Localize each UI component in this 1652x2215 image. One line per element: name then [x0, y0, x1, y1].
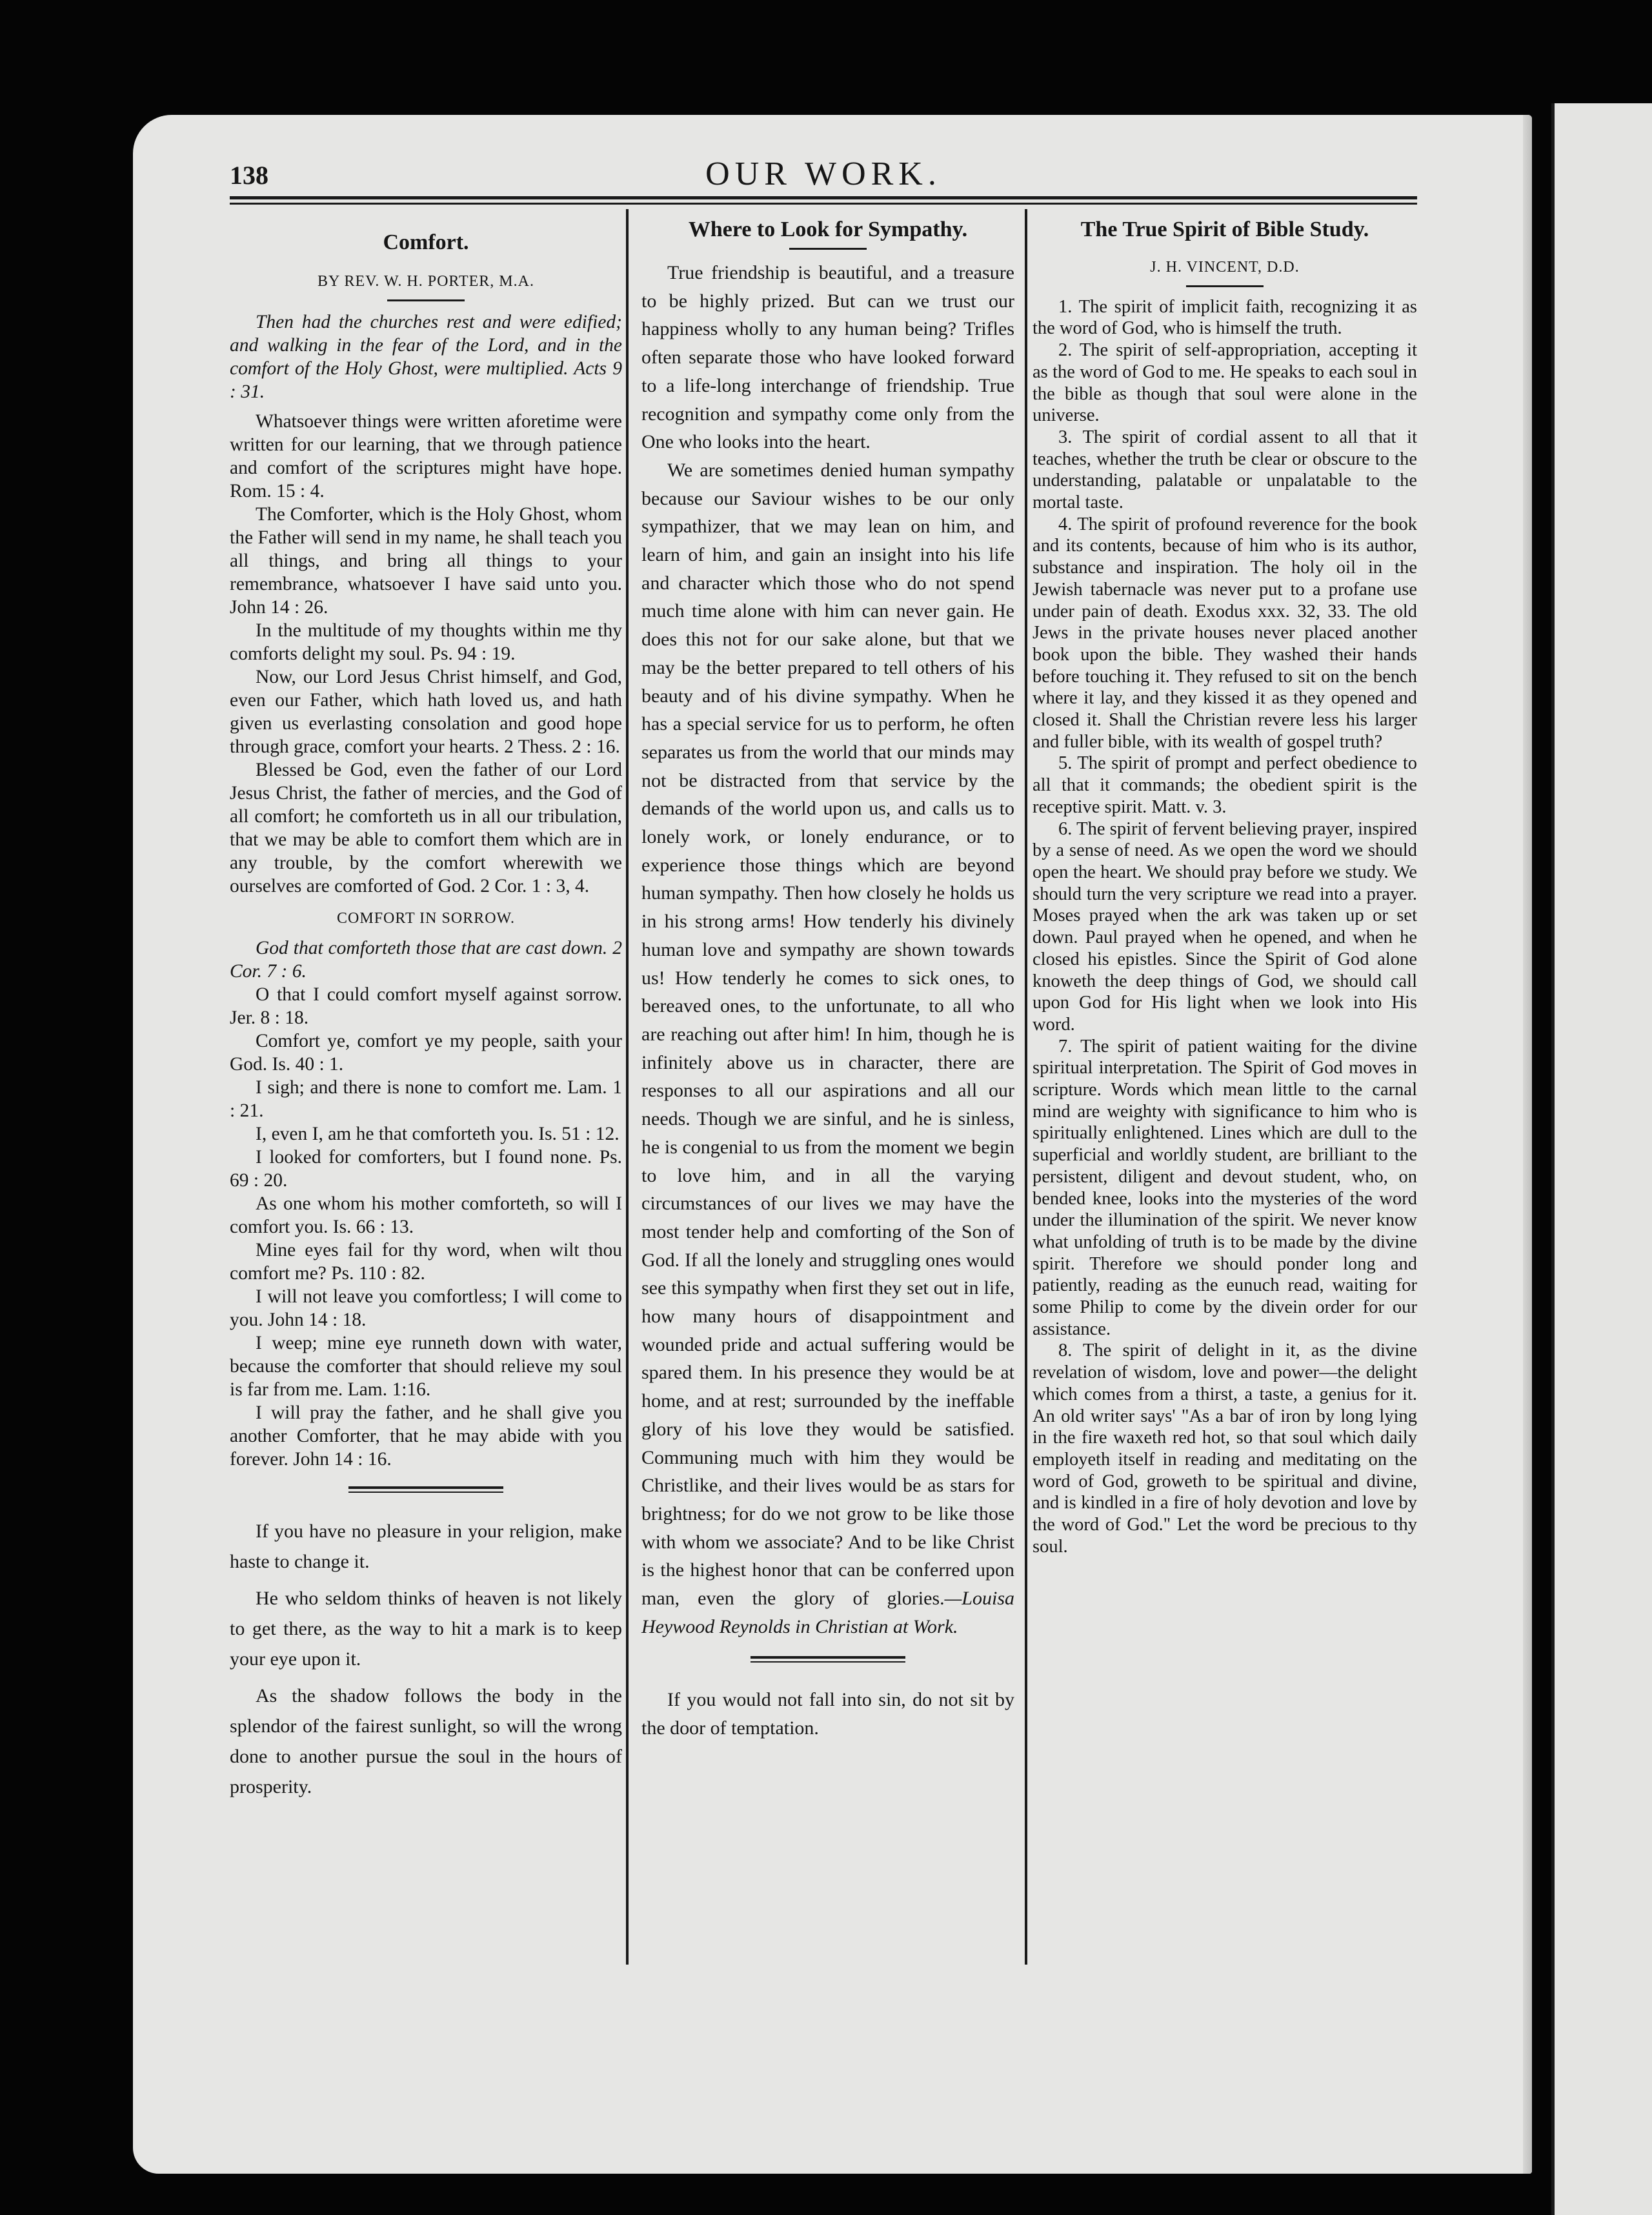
article-heading: Where to Look for Sympathy. — [688, 217, 968, 241]
page-edge-shadow — [1523, 115, 1532, 2174]
paragraph: 3. The spirit of cordial assent to all that it teaches, whether the truth be clear or obscure to the understanding, palatable or unpalatable to the mortal taste. — [1032, 427, 1417, 513]
paragraph: 4. The spirit of profound reverence for the book and its contents, because of him who is its author, substance and inspiration. The holy oil in the Jewish tabernacle was never put to a profane use under pain of death. Exodus xxx. 32, 33. The old Jews in the private houses never placed another book upon the bible. They washed their hands before touching it. They refused to sit on the bench where it lay, and they kissed it as they opened and closed it. Shall the Christian revere less his larger and fuller bible, with its wealth of gospel truth? — [1032, 514, 1417, 752]
paragraph: True friendship is beautiful, and a treasure to be highly prized. But can we trust our happiness wholly to any human being? Trifles often separate those who have looked forward to a life-long interchange of friendship. True recognition and sympathy come only from the One who looks into the heart. — [641, 262, 1014, 453]
byline-rule — [1186, 285, 1264, 287]
paragraph: Comfort ye, comfort ye my people, saith your God. Is. 40 : 1. — [230, 1031, 622, 1075]
filler-paragraph: If you have no pleasure in your religion, make haste to change it. — [230, 1521, 622, 1572]
paragraph: The Comforter, which is the Holy Ghost, whom the Father will send in my name, he shall teach you all things, and bring all things to your remembrance, whatsoever I have said unto you. John 14 : 26. — [230, 504, 622, 618]
paragraph: I, even I, am he that comforteth you. Is. 51 : 12. — [256, 1124, 620, 1144]
page-number: 138 — [230, 161, 268, 190]
section-subheading: COMFORT IN SORROW. — [337, 910, 515, 927]
paragraph: Now, our Lord Jesus Christ himself, and God, even our Father, which hath loved us, and hath given us everlasting consolation and good hope through grace, comfort your hearts. 2 Thess. 2 : 16. — [230, 667, 622, 757]
column-divider-left — [626, 209, 629, 1965]
paragraph: I will pray the father, and he shall give you another Comforter, that he may abide with you forever. John 14 : 16. — [230, 1402, 622, 1470]
epigraph: God that comforteth those that are cast down. 2 Cor. 7 : 6. — [230, 938, 622, 982]
paragraph: I weep; mine eye runneth down with water, because the comforter that should relieve my soul is far from me. Lam. 1:16. — [230, 1333, 622, 1400]
article-comfort — [230, 230, 622, 1802]
filler-paragraph: As the shadow follows the body in the splendor of the fairest sunlight, so will the wrong done to another pursue the soul in the hours of prosperity. — [230, 1685, 622, 1797]
article-byline: J. H. VINCENT, D.D. — [1150, 259, 1300, 276]
paragraph: Whatsoever things were written aforetime were written for our learning, that we through patience and comfort of the scriptures might have hope. Rom. 15 : 4. — [230, 411, 622, 501]
paragraph: In the multitude of my thoughts within me thy comforts delight my soul. Ps. 94 : 19. — [230, 620, 622, 664]
filler-paragraph: He who seldom thinks of heaven is not likely to get there, as the way to hit a mark is to keep your eye upon it. — [230, 1588, 622, 1670]
article-sympathy — [634, 217, 1023, 1743]
paragraph: Mine eyes fail for thy word, when wilt thou comfort me? Ps. 110 : 82. — [230, 1240, 622, 1284]
paragraph: 8. The spirit of delight in it, as the divine revelation of wisdom, love and power—the delight which comes from a thirst, a taste, a genius for it. An old writer says' "As a bar of iron by long lying in the fire waxeth red hot, so that soul which daily employeth itself in reading and meditating on the word of God, groweth to be spiritual and divine, and is kindled in a fire of holy devotion and love by the word of God." Let the word be precious to thy soul. — [1032, 1340, 1417, 1557]
magazine-page — [133, 115, 1532, 2174]
paragraph: As one whom his mother comforteth, so will I comfort you. Is. 66 : 13. — [230, 1193, 622, 1237]
section-divider — [750, 1656, 905, 1663]
header-rule-thin — [230, 203, 1417, 205]
header-rule-thick — [230, 196, 1417, 199]
epigraph: Then had the churches rest and were edified; and walking in the fear of the Lord, and in the comfort of the Holy Ghost, were multiplied. Acts 9 : 31. — [230, 312, 622, 402]
adjacent-page-edge — [1551, 103, 1652, 2215]
masthead-title: OUR WORK. — [705, 156, 942, 192]
heading-rule — [789, 248, 867, 250]
paragraph: O that I could comfort myself against sorrow. Jer. 8 : 18. — [230, 984, 622, 1028]
article-heading: Comfort. — [383, 230, 469, 254]
filler-paragraph: If you would not fall into sin, do not sit by the door of temptation. — [641, 1689, 1014, 1739]
byline-rule — [387, 299, 465, 301]
paragraph: Blessed be God, even the father of our Lord Jesus Christ, the father of mercies, and the God of all comfort; he comforteth us in all our tribulation, that we may be able to comfort them which are in any trouble, by the comfort wherewith we ourselves are comforted of God. 2 Cor. 1 : 3, 4. — [230, 760, 622, 896]
paragraph: We are sometimes denied human sympathy because our Saviour wishes to be our only sympathizer, that we may lean on him, and learn of him, and gain an insight into his life and character which those who do not spend much time alone with him can never gain. He does this not for our sake alone, but that we may be the better prepared to tell others of his beauty and of his divine sympathy. When he has a special service for us to perform, he often separates us from the world that our minds may not be distracted from that service by the demands of the world upon us, and calls us to lonely work, or lonely endurance, or to experience those things which are beyond human sympathy. Then how closely he holds us in his strong arms! How tenderly his divinely human love and sympathy are shown towards us! How tenderly he comes to sick ones, to bereaved ones, to the unfortunate, to all who are reaching out after him! In him, though he is infinitely above us in character, there are responses to all our aspirations and all our needs. Though we are sinful, and he is sinless, he is congenial to us from the moment we begin to love him, and in all the varying circumstances of our lives we may have the most tender help and comforting of the Son of God. If all the lonely and struggling ones would see this sympathy when first they set out in life, how many hours of disappointment and wounded pride and actual suffering would be spared them. In his presence they would be at home, and at rest; surrounded by the ineffable glory of his love they would be satisfied. Communing much with him they would be Christlike, and their lives would be as stars for brightness; for do we not grow to be like those with whom we associate? And to be like Christ is the highest honor that can be conferred upon man, even the glory of glories.—Louisa Heywood Reynolds in Christian at Work. — [641, 459, 1014, 1637]
paragraph: 7. The spirit of patient waiting for the divine spiritual interpretation. The Spirit of God moves in scripture. Words which mean little to the carnal mind are weighty with significance to him who is spiritually enlightened. Lines which are dull to the superficial and worldly student, are brilliant to the persistent, diligent and devout student, who, on bended knee, looks into the mysteries of the word under the illumination of the spirit. We never know what unfolding of truth is to be made by the divine spirit. Therefore we should ponder long and patiently, reading as the eunuch read, waiting for some Philip to come by the divein order for our assistance. — [1032, 1036, 1417, 1339]
attribution: —Louisa Heywood Reynolds in Christian at Work. — [641, 1588, 1014, 1637]
column-divider-right — [1025, 209, 1027, 1965]
paragraph: 1. The spirit of implicit faith, recognizing it as the word of God, who is himself the truth. — [1032, 296, 1417, 339]
article-bible-study — [1032, 217, 1417, 1557]
paragraph: I will not leave you comfortless; I will come to you. John 14 : 18. — [230, 1286, 622, 1330]
paragraph: 5. The spirit of prompt and perfect obedience to all that it commands; the obedient spirit is the receptive spirit. Matt. v. 3. — [1032, 753, 1417, 817]
section-divider — [348, 1486, 503, 1493]
paragraph: 6. The spirit of fervent believing prayer, inspired by a sense of need. As we open the word we should open the heart. We should pray before we study. We should turn the very scripture we read into a prayer. Moses prayed when the ark was taken up or set down. Paul prayed when he opened, and when he closed his epistles. Since the Spirit of God alone knoweth the deep things of God, we should call upon God for His light when we look into His word. — [1032, 818, 1417, 1035]
paragraph: I looked for comforters, but I found none. Ps. 69 : 20. — [230, 1147, 622, 1191]
article-heading: The True Spirit of Bible Study. — [1080, 217, 1369, 241]
paragraph: I sigh; and there is none to comfort me. Lam. 1 : 21. — [230, 1077, 622, 1121]
paragraph: 2. The spirit of self-appropriation, accepting it as the word of God to me. He speaks to each soul in the bible as though that soul were alone in the universe. — [1032, 340, 1417, 426]
article-byline: BY REV. W. H. PORTER, M.A. — [317, 273, 534, 290]
